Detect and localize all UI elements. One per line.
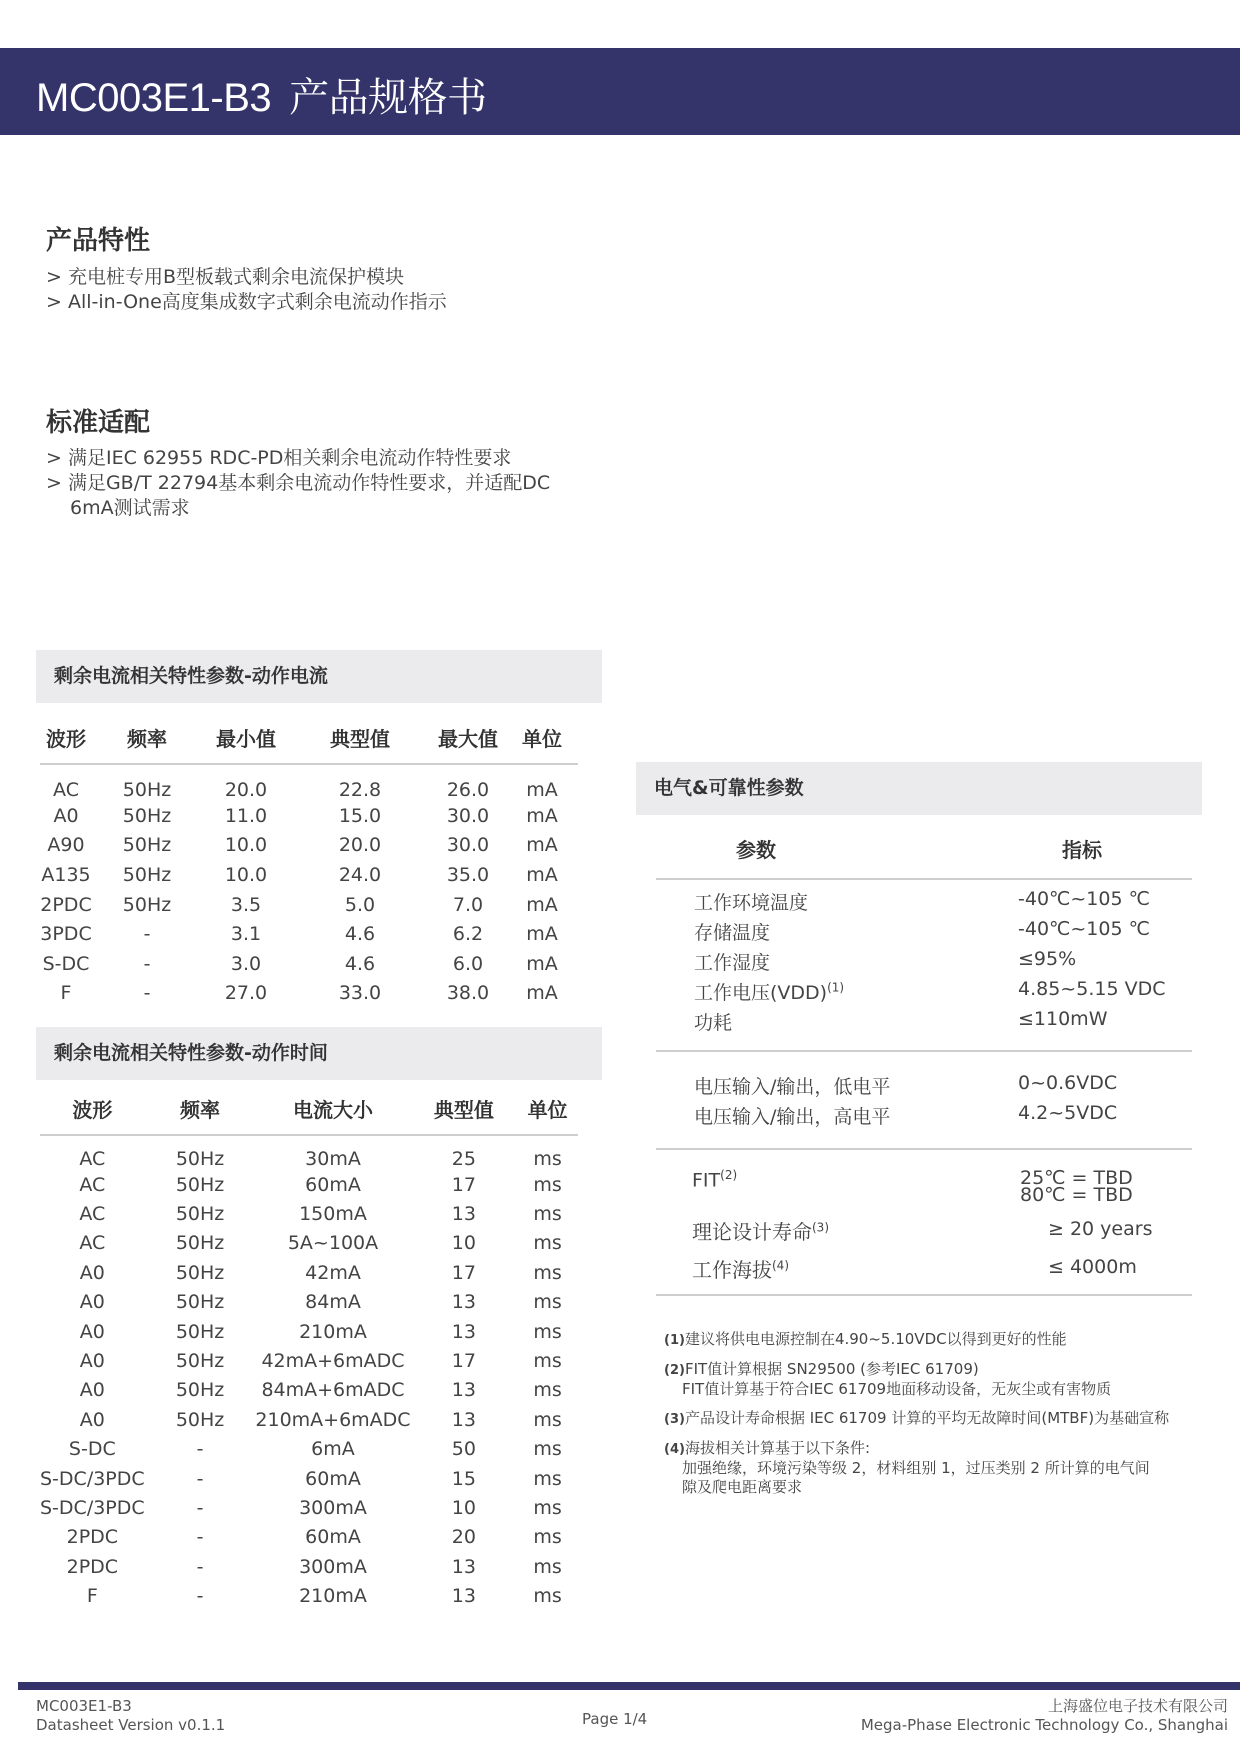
features-list: [46, 265, 447, 315]
table-cell: 210mA+6mADC: [255, 1408, 411, 1431]
footer-model: MC003E1-B3: [36, 1697, 132, 1715]
standards-title: 标准适配: [46, 408, 151, 438]
table-cell: mA: [526, 923, 558, 946]
feature-item: > All-in-One高度集成数字式剩余电流动作指示: [46, 291, 447, 313]
table-cell: ms: [533, 1320, 562, 1343]
table-cell: 3PDC: [40, 923, 92, 946]
fit-value: 25℃ = TBD: [1020, 1167, 1133, 1189]
table-cell: 17: [451, 1173, 476, 1196]
table-cell: ms: [533, 1173, 562, 1196]
table-row: [40, 919, 578, 949]
parameter-value: -40℃~105 ℃: [1018, 888, 1150, 910]
parameter-value: ≤110mW: [1018, 1008, 1108, 1030]
table-cell: ms: [533, 1438, 562, 1461]
document-title: 产品规格书: [289, 75, 487, 121]
table-row: [40, 1135, 578, 1170]
table-cell: ms: [533, 1350, 562, 1373]
table-row: [40, 1523, 578, 1552]
table-row: [40, 1405, 578, 1434]
table-cell: mA: [526, 893, 558, 916]
table-cell: 4.6: [344, 923, 376, 946]
table-row: [40, 1317, 578, 1346]
parameter-name: 工作湿度: [694, 952, 771, 974]
feature-item: > 充电桩专用B型板载式剩余电流保护模块: [46, 266, 404, 288]
table-row: [40, 1258, 578, 1287]
footnote: (3)产品设计寿命根据 IEC 61709 计算的平均无故障时间(MTBF)为基础宣称: [664, 1409, 1170, 1427]
features-title: 产品特性: [46, 226, 151, 256]
table-cell: 10.0: [224, 834, 268, 857]
table-row: [40, 979, 578, 1009]
table-cell: 50Hz: [175, 1320, 225, 1343]
table-cell: -: [196, 1467, 204, 1490]
table-cell: ms: [533, 1555, 562, 1578]
table-cell: ms: [533, 1408, 562, 1431]
table-cell: mA: [526, 834, 558, 857]
table-cell: A0: [79, 1320, 105, 1343]
parameter-value: 0~0.6VDC: [1018, 1072, 1118, 1094]
table-cell: 13: [451, 1408, 476, 1431]
parameter-name: 工作电压(VDD)$^{(1)}$: [694, 980, 845, 1004]
column-header: 典型值: [411, 1082, 518, 1135]
table-cell: 60mA: [305, 1173, 361, 1196]
parameter-row: [656, 918, 1192, 948]
parameter-row: [656, 1072, 1192, 1102]
table-cell: 30.0: [446, 834, 490, 857]
column-header: 典型值: [290, 711, 430, 764]
table-cell: -: [143, 923, 151, 946]
table-cell: A0: [79, 1261, 105, 1284]
table-cell: 210mA: [299, 1585, 367, 1608]
table-cell: ms: [533, 1379, 562, 1402]
parameter-row: [656, 1008, 1192, 1038]
table-cell: 20: [451, 1526, 476, 1549]
table-cell: 60mA: [305, 1526, 361, 1549]
table-cell: 24.0: [338, 863, 382, 886]
divider: [656, 1294, 1192, 1296]
table-row: [40, 1464, 578, 1493]
table-cell: ms: [533, 1148, 562, 1170]
table-cell: 13: [451, 1203, 476, 1226]
table-cell: -: [143, 952, 151, 975]
table-cell: S-DC/3PDC: [40, 1496, 145, 1519]
table-cell: 50Hz: [122, 863, 172, 886]
table-cell: AC: [79, 1203, 106, 1226]
table-row: [40, 1288, 578, 1317]
table-cell: 6.2: [452, 923, 484, 946]
table-cell: ms: [533, 1291, 562, 1314]
table-row: [40, 831, 578, 861]
table-row: [40, 1199, 578, 1228]
table-cell: 5.0: [344, 893, 376, 916]
table-cell: 2PDC: [66, 1555, 119, 1578]
table-cell: S-DC/3PDC: [40, 1467, 145, 1490]
footer-left: [36, 1697, 225, 1735]
column-header: 单位: [517, 1082, 578, 1135]
footnote: (4)海拔相关计算基于以下条件: 加强绝缘，环境污染等级 2，材料组别 1，过压类别 2 所计算的电气间 隙及爬电距离要求: [664, 1439, 1150, 1496]
table-cell: 27.0: [224, 982, 268, 1005]
parameter-value: 4.85~5.15 VDC: [1018, 978, 1166, 1000]
table-cell: 50Hz: [122, 779, 172, 801]
table-cell: ms: [533, 1232, 562, 1255]
table-cell: A0: [53, 804, 79, 827]
parameter-name: 功耗: [694, 1012, 733, 1034]
column-header: 电流大小: [255, 1082, 410, 1135]
table-cell: ms: [533, 1261, 562, 1284]
table-cell: 50Hz: [122, 893, 172, 916]
table-cell: -: [196, 1496, 204, 1519]
parameter-value: 4.2~5VDC: [1018, 1102, 1118, 1124]
table-row: [40, 1552, 578, 1581]
table-cell: 10: [451, 1496, 476, 1519]
table-cell: AC: [53, 779, 79, 801]
table-cell: mA: [526, 804, 558, 827]
table-cell: -: [196, 1526, 204, 1549]
table-cell: 25: [451, 1148, 476, 1170]
table-row: [40, 1435, 578, 1464]
table-cell: ms: [533, 1203, 562, 1226]
table-row: [40, 949, 578, 979]
table-cell: A0: [79, 1379, 105, 1402]
fit-value: 80℃ = TBD: [1020, 1184, 1133, 1206]
table-cell: 42mA: [305, 1261, 361, 1284]
parameter-row: [656, 948, 1192, 978]
column-header: 波形: [40, 1082, 145, 1135]
column-header: 最大值: [430, 711, 506, 764]
standards-list: [46, 446, 550, 521]
electrical-title: 电气&可靠性参数: [636, 762, 1202, 815]
parameter-name: 电压输入/输出，低电平: [694, 1076, 891, 1098]
table-cell: 35.0: [446, 863, 490, 886]
column-header: 频率: [145, 1082, 256, 1135]
standard-item: > 满足IEC 62955 RDC-PD相关剩余电流动作特性要求: [46, 447, 512, 469]
table-cell: AC: [79, 1232, 106, 1255]
table-cell: 50Hz: [175, 1203, 225, 1226]
table-cell: 10: [451, 1232, 476, 1255]
table-row: [40, 1346, 578, 1375]
table-cell: mA: [526, 952, 558, 975]
parameter-value: ≤95%: [1018, 948, 1077, 970]
table-cell: ms: [533, 1496, 562, 1519]
table-cell: 50Hz: [175, 1379, 225, 1402]
divider: [656, 1148, 1192, 1150]
table-row: [40, 801, 578, 831]
standard-item: > 满足GB/T 22794基本剩余电流动作特性要求，并适配DC: [46, 472, 551, 494]
table-cell: 2PDC: [40, 893, 92, 916]
table-cell: ms: [533, 1585, 562, 1608]
column-header: 波形: [40, 711, 92, 764]
table-cell: 33.0: [338, 982, 382, 1005]
table-cell: AC: [79, 1148, 106, 1170]
table-cell: 38.0: [446, 982, 490, 1005]
table-cell: 3.0: [230, 952, 262, 975]
standard-item-continued: 6mA测试需求: [70, 497, 190, 519]
table-cell: 13: [451, 1585, 476, 1608]
column-header-value: 指标: [856, 818, 1192, 879]
table-cell: 15: [451, 1467, 476, 1490]
parameter-value: -40℃~105 ℃: [1018, 918, 1150, 940]
divider: [656, 1050, 1192, 1052]
electrical-header: [656, 818, 1192, 880]
table-cell: 6.0: [452, 952, 484, 975]
table-cell: ms: [533, 1526, 562, 1549]
table-cell: 84mA+6mADC: [261, 1379, 405, 1402]
table-cell: A0: [79, 1408, 105, 1431]
table-cell: 300mA: [299, 1496, 367, 1519]
table-cell: 2PDC: [66, 1526, 119, 1549]
column-header: 单位: [506, 711, 578, 764]
fit-label: FIT$^{(2)}$: [692, 1168, 738, 1192]
parameter-name: 工作环境温度: [694, 892, 809, 914]
table-row: [40, 1229, 578, 1258]
table-row: [40, 890, 578, 920]
table-cell: 6mA: [311, 1438, 355, 1461]
table-row: [40, 1376, 578, 1405]
table-cell: 11.0: [224, 804, 268, 827]
column-header: 频率: [92, 711, 202, 764]
company-name-cn: 上海盛位电子技术有限公司: [1047, 1697, 1228, 1715]
table-cell: A90: [47, 834, 85, 857]
column-header: 最小值: [202, 711, 290, 764]
table-row: [40, 1581, 578, 1610]
electrical-group-environment: [656, 888, 1192, 1038]
table-cell: 5A~100A: [287, 1232, 379, 1255]
altitude-label: 工作海拔$^{(4)}$: [692, 1258, 789, 1282]
table-cell: 50: [451, 1438, 476, 1461]
table-cell: AC: [79, 1173, 106, 1196]
footnote: (2)FIT值计算根据 SN29500 (参考IEC 61709) FIT值计算基于符合IEC 61709地面移动设备，无灰尘或有害物质: [664, 1360, 1112, 1398]
table-cell: 3.5: [230, 893, 262, 916]
table-cell: 26.0: [446, 779, 490, 801]
electrical-group-reliability: [656, 1160, 1192, 1290]
design-life-value: ≥ 20 years: [1048, 1218, 1153, 1240]
table-cell: -: [196, 1438, 204, 1461]
table-cell: 13: [451, 1291, 476, 1314]
footer-rule: [18, 1682, 1240, 1690]
altitude-value: ≤ 4000m: [1048, 1256, 1137, 1278]
table-cell: 300mA: [299, 1555, 367, 1578]
table-cell: 50Hz: [175, 1291, 225, 1314]
table-cell: 13: [451, 1320, 476, 1343]
company-name-en: Mega-Phase Electronic Technology Co., Shanghai: [860, 1716, 1228, 1734]
table-cell: 17: [451, 1261, 476, 1284]
trip-time-table: [40, 1082, 578, 1611]
page-title: [36, 66, 487, 123]
table-cell: 7.0: [452, 893, 484, 916]
parameter-name: 存储温度: [694, 922, 771, 944]
table-cell: 20.0: [224, 779, 268, 801]
table-cell: 150mA: [299, 1203, 367, 1226]
table-cell: 13: [451, 1379, 476, 1402]
table-cell: 3.1: [230, 923, 262, 946]
electrical-group-io: [656, 1072, 1192, 1132]
table-cell: 210mA: [299, 1320, 367, 1343]
table-cell: A0: [79, 1350, 105, 1373]
table-cell: 50Hz: [175, 1408, 225, 1431]
table-cell: 50Hz: [175, 1350, 225, 1373]
column-header-param: 参数: [656, 818, 856, 879]
parameter-row: [656, 1102, 1192, 1132]
table-cell: 50Hz: [175, 1148, 225, 1170]
table-cell: 50Hz: [122, 834, 172, 857]
table-cell: 60mA: [305, 1467, 361, 1490]
trip-current-table: [40, 711, 578, 1008]
table-cell: 20.0: [338, 834, 382, 857]
trip-current-title: 剩余电流相关特性参数-动作电流: [36, 650, 602, 703]
footer-right: [861, 1697, 1228, 1735]
table-cell: 22.8: [338, 779, 382, 801]
page-number: Page 1/4: [582, 1710, 648, 1728]
parameter-name: 电压输入/输出，高电平: [694, 1106, 891, 1128]
table-cell: -: [196, 1555, 204, 1578]
table-cell: S-DC: [42, 952, 90, 975]
table-row: [40, 1170, 578, 1199]
footnotes: [664, 1330, 1204, 1507]
table-cell: 13: [451, 1555, 476, 1578]
table-cell: 30.0: [446, 804, 490, 827]
fit-values: [1020, 1167, 1133, 1206]
table-cell: A0: [79, 1291, 105, 1314]
table-cell: mA: [526, 863, 558, 886]
parameter-row: [656, 978, 1192, 1008]
table-cell: 17: [451, 1350, 476, 1373]
product-model: MC003E1-B3: [36, 76, 272, 120]
table-cell: 50Hz: [175, 1232, 225, 1255]
table-cell: ms: [533, 1467, 562, 1490]
table-cell: F: [60, 982, 72, 1005]
table-cell: S-DC: [68, 1438, 116, 1461]
table-cell: mA: [526, 982, 558, 1005]
table-cell: 15.0: [338, 804, 382, 827]
table-row: [40, 860, 578, 890]
table-cell: 50Hz: [122, 804, 172, 827]
footnote: (1)建议将供电电源控制在4.90~5.10VDC以得到更好的性能: [664, 1330, 1067, 1348]
parameter-row: [656, 888, 1192, 918]
design-life-label: 理论设计寿命$^{(3)}$: [692, 1220, 829, 1244]
table-cell: 50Hz: [175, 1173, 225, 1196]
trip-time-title: 剩余电流相关特性参数-动作时间: [36, 1027, 602, 1080]
table-cell: 10.0: [224, 863, 268, 886]
footer-version: Datasheet Version v0.1.1: [36, 1716, 226, 1734]
table-cell: -: [196, 1585, 204, 1608]
table-cell: A135: [41, 863, 91, 886]
table-cell: 42mA+6mADC: [261, 1350, 405, 1373]
table-cell: 30mA: [305, 1148, 361, 1170]
table-cell: -: [143, 982, 151, 1005]
table-cell: 4.6: [344, 952, 376, 975]
table-cell: 50Hz: [175, 1261, 225, 1284]
table-row: [40, 764, 578, 801]
table-cell: 84mA: [305, 1291, 361, 1314]
table-cell: F: [86, 1585, 98, 1608]
table-row: [40, 1493, 578, 1522]
table-cell: mA: [526, 779, 558, 801]
